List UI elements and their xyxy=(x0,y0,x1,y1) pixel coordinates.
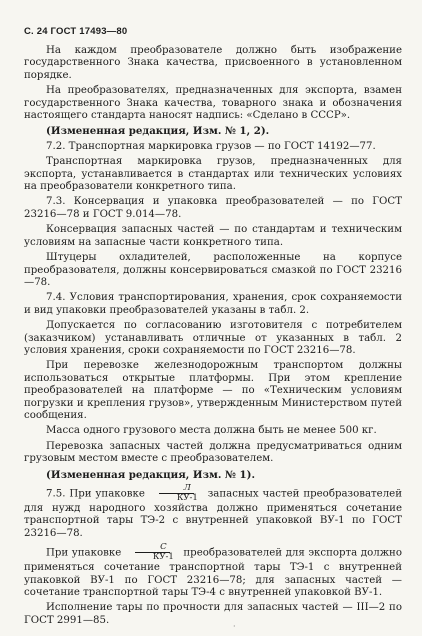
fraction-numerator: Л xyxy=(159,484,194,494)
fraction-numerator: С xyxy=(135,543,170,553)
paragraph: На преобразователях, предназначенных для экспорта, взамен государственного Знака качества, товарного знака и обозначения настоящего стандарта наносят надпись: «Сделано в СССР». xyxy=(24,85,402,122)
revision-note: (Измененная редакция, Изм. № 1, 2). xyxy=(46,125,270,138)
paragraph: Перевозка запасных частей должна предусматриваться одним грузовым местом вместе с преобразователем. xyxy=(24,440,402,465)
paragraph-text: преобразователей для экспорта должно применяться сочетание транспортной тары ТЭ-1 с внутренней упаковкой ВУ-1 по ГОСТ 23216—78; для запасных частей — сочетание транспортной тары ТЭ-4 с внутренней упаковкой ВУ-1. xyxy=(24,547,402,599)
paragraph-lead: При упаковке xyxy=(46,547,122,559)
clause-7-5 xyxy=(24,484,402,540)
clause-7-4: 7.4. Условия транспортирования, хранения, срок сохраняемости и вид упаковки преобразователей указаны в табл. 2. xyxy=(24,292,402,316)
page-header: С. 24 ГОСТ 17493—80 xyxy=(24,26,128,37)
fraction-denominator: КУ-1 xyxy=(152,552,174,563)
paragraph: На каждом преобразователе должно быть изображение государственного Знака качества, присвоенного в установленном порядке. xyxy=(24,45,402,81)
fraction-denominator: КУ-1 xyxy=(176,493,198,503)
packaging-fraction-l xyxy=(152,484,201,503)
page-mark: · xyxy=(233,622,236,631)
paragraph: Исполнение тары по прочности для запасных частей — III—2 по ГОСТ 2991—85. xyxy=(24,602,402,626)
clause-7-3: 7.3. Консервация и упаковка преобразователей — по ГОСТ 23216—78 и ГОСТ 9.014—78. xyxy=(24,196,402,220)
clause-7-5-text: запасных частей преобразователей для нужд народного хозяйства должно применяться сочетание транспортной тары ТЭ-2 с внутренней упаковкой ВУ-1 по ГОСТ 23216—78. xyxy=(24,488,403,539)
clause-7-2: 7.2. Транспортная маркировка грузов — по ГОСТ 14192—77. xyxy=(46,140,376,152)
paragraph: Транспортная маркировка грузов, предназначенных для экспорта, устанавливается в стандартах или технических условиях на преобразователи конкретного типа. xyxy=(24,156,402,193)
paragraph: Допускается по согласованию изготовителя с потребителем (заказчиком) устанавливать отличные от указанных в табл. 2 условия хранения, сроки сохраняемости по ГОСТ 23216—78. xyxy=(24,320,402,356)
paragraph xyxy=(24,543,402,599)
paragraph: При перевозке железнодорожным транспортом должны использоваться открытые платформы. При этом крепление преобразователей на платформе — по «Техническим условиям погрузки и крепления грузов», утвержденным Министерством путей сообщения. xyxy=(24,360,402,421)
paragraph: Штуцеры охладителей, расположенные на корпусе преобразователя, должны консервироваться смазкой по ГОСТ 23216—78. xyxy=(24,252,402,288)
paragraph: Консервация запасных частей — по стандартам и техническим условиям на запасные части конкретного типа. xyxy=(24,224,402,248)
revision-note: (Измененная редакция, Изм. № 1). xyxy=(46,468,256,481)
paragraph: Масса одного грузового места должна быть не менее 500 кг. xyxy=(46,425,377,437)
clause-7-5-lead: 7.5. При упаковке xyxy=(46,488,145,500)
packaging-fraction-c xyxy=(128,543,177,562)
